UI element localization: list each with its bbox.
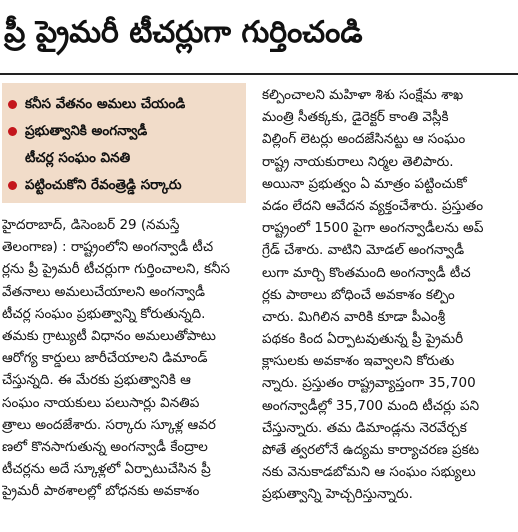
body-line: టీచర్ల సంఘం ప్రభుత్వాన్ని కోరుతున్నది. xyxy=(2,305,206,322)
body-line: న్నారు. ప్రస్తుతం రాష్ట్రవ్యాప్తంగా 35,700 xyxy=(262,375,476,392)
body-line: ఆరోగ్య కార్డులు జారీచేయాలని డిమాండ్ xyxy=(2,350,208,367)
highlight-text: ప్రభుత్వానికి అంగన్వాడీ xyxy=(25,123,148,139)
highlight-item xyxy=(8,118,242,145)
body-line: వేతనాలు అమలుచేయాలని అంగన్వాడీ xyxy=(2,283,205,300)
highlight-item xyxy=(8,172,242,199)
body-line: తెలంగాణ) : రాష్ట్రంలోని అంగన్వాడీ టీచ xyxy=(2,239,214,256)
body-line: అయినా ప్రభుత్వం ఏ మాత్రం పట్టించుకో xyxy=(262,175,467,192)
article-body-left-column xyxy=(2,214,246,502)
body-line: నకు వెనుకాడబోమని ఆ సంఘం సభ్యులు xyxy=(262,464,476,481)
body-line: చేస్తున్నది. ఈ మేరకు ప్రభుత్వానికి ఆ xyxy=(2,372,191,389)
body-line: అంగన్వాడీల్లో 35,700 మంది టీచర్లు పని xyxy=(262,397,480,414)
body-line: ప్రభుత్వాన్ని హెచ్చరిస్తున్నారు. xyxy=(262,486,413,503)
article-headline: ప్రీ ప్రైమరీ టీచర్లుగా గుర్తించండి xyxy=(4,15,363,50)
body-line: ర్లకు పాఠాలు బోధించే అవకాశం కల్పిం xyxy=(262,286,455,303)
body-line: వడం లేదని ఆవేదన వ్యక్తంచేశారు. ప్రస్తుతం xyxy=(262,197,484,214)
body-line: త్రాలు అందజేశారు. సర్కారు స్కూళ్ల ఆవర xyxy=(2,416,216,433)
body-line: క్లాసులకు అవకాశం ఇవ్వాలని కోరుతు xyxy=(262,353,455,370)
body-line: ప్రైమరీ పాఠశాలల్లో బోధనకు అవకాశం xyxy=(2,483,200,500)
highlights-box xyxy=(2,83,246,203)
bullet-icon xyxy=(8,181,17,190)
bullet-icon xyxy=(8,100,17,109)
body-line: పోతే త్వరలోనే ఉద్యమ కార్యాచరణ ప్రకట xyxy=(262,442,480,458)
highlight-text: కనీస వేతనం అమలు చేయండి xyxy=(25,96,186,112)
body-line: రాష్ట్ర నాయకురాలు నిర్మల తెలిపారు. xyxy=(262,153,454,170)
body-line: మంత్రి సీతక్కకు, డైరెక్టర్ కాంతి వెస్లీకి xyxy=(262,109,449,126)
body-line: ణలో కొనసాగుతున్న అంగన్వాడీ కేంద్రాల xyxy=(2,438,208,455)
highlight-text: పట్టించుకోని రేవంత్రెడ్డి సర్కారు xyxy=(25,177,182,193)
body-line: సంఘం నాయకులు పలుసార్లు వినతిప xyxy=(2,394,200,411)
body-line: తమకు గ్రాట్యుటీ విధానం అమలుతోపాటు xyxy=(2,327,216,344)
body-line: గ్రేడ్ చేశారు. వాటిని మోడల్ అంగన్వాడీ xyxy=(262,242,465,259)
body-line: విల్లింగ్ లెటర్లు అందజేసినట్టు ఆ సంఘం xyxy=(262,131,466,148)
highlight-item xyxy=(8,91,242,118)
body-line: చారు. మిగిలిన వారికి కూడా పీఎంశ్రీ xyxy=(262,308,446,325)
highlight-text: టీచర్ల సంఘం వినతి xyxy=(25,150,131,166)
bullet-icon xyxy=(8,127,17,136)
body-line: ర్లను ప్రీ ప్రైమరీ టీచర్లుగా గుర్తించాలని, కనీస xyxy=(2,261,230,278)
highlight-item-continued xyxy=(8,145,242,172)
body-line: టీచర్లను అదే స్కూళ్లలో ఏర్పాటుచేసిన ప్రీ xyxy=(2,461,211,478)
body-line: చేస్తున్నారు. తమ డిమాండ్లను నెరవేర్చక xyxy=(262,419,467,436)
body-line: కల్పించాలని మహిళా శిశు సంక్షేమ శాఖ xyxy=(262,87,464,103)
body-line: రాష్ట్రంలో 1500 పైగా అంగన్వాడీలను అప్ xyxy=(262,220,484,237)
body-line: లుగా మార్చి కొంతమంది అంగన్వాడీ టీచ xyxy=(262,264,471,281)
article-body-right-column xyxy=(262,84,516,506)
headline-divider xyxy=(0,73,518,75)
body-line: పథకం కింద ఏర్పాటవుతున్న ప్రీ ప్రైమరీ xyxy=(262,331,464,348)
body-line: హైదరాబాద్, డిసెంబర్ 29 (నమస్తే xyxy=(2,217,180,233)
